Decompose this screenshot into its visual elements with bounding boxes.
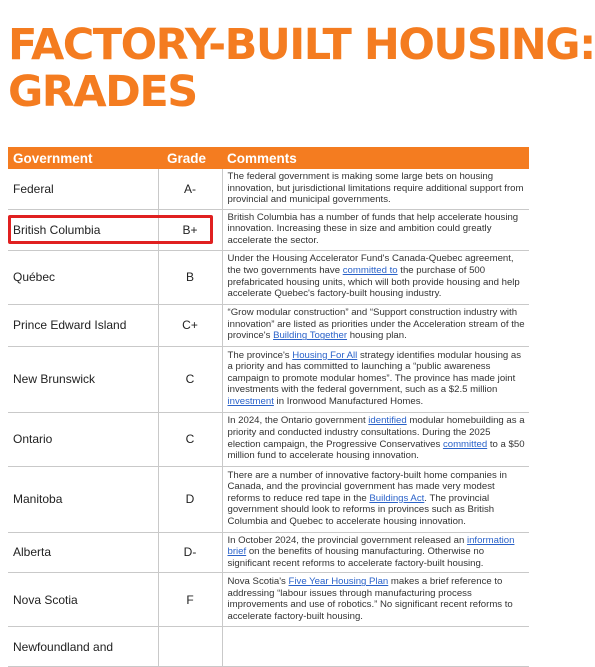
- comment-link[interactable]: committed: [442, 438, 488, 450]
- comment-text: The federal government is making some large bets on housing innovation, but jurisdictional limitations require additional support from provincial and municipal governments.: [227, 171, 524, 206]
- comment-cell: [222, 627, 529, 667]
- grade-cell: F: [158, 573, 222, 627]
- comment-text: the purchase of 500 prefabricated housing units, which will both provide housing and help accelerate Quebec's factory-built housing industry.: [227, 264, 520, 300]
- header-comments: Comments: [222, 147, 529, 169]
- comment-link[interactable]: information brief: [227, 534, 515, 558]
- government-cell: Alberta: [8, 532, 158, 573]
- comment-text: modular homebuilding as a priority and conducted industry consultations. During the 2025 election campaign, the Progressive Conservatives: [227, 415, 525, 450]
- comment-text: housing plan.: [347, 330, 407, 342]
- comment-text: In 2024, the Ontario government: [227, 415, 369, 427]
- comment-link[interactable]: Buildings Act: [369, 492, 425, 504]
- comment-text: British Columbia has a number of funds that help accelerate housing innovation. Increasing these in size and ambition could greatly accelerate the sector.: [227, 211, 519, 246]
- grade-cell: D-: [158, 532, 222, 573]
- page-title: [8, 22, 595, 116]
- government-cell: Federal: [8, 169, 158, 209]
- table-row: [8, 627, 529, 667]
- page-title-line-2: GRADES: [8, 67, 197, 117]
- government-cell: Prince Edward Island: [8, 304, 158, 346]
- government-cell: British Columbia: [8, 209, 158, 250]
- comment-link[interactable]: Five Year Housing Plan: [288, 576, 389, 588]
- table-row: [8, 532, 529, 573]
- comment-link[interactable]: Housing For All: [292, 349, 358, 361]
- comment-text: makes a brief reference to addressing “labour issues through manufacturing process improvements and use of robotics.” No significant recent reforms to accelerate factory-built housing.: [227, 576, 513, 622]
- table-row: [8, 346, 529, 412]
- comment-text: The province's: [227, 349, 293, 361]
- grade-cell: C: [158, 412, 222, 466]
- comment-link[interactable]: investment: [227, 395, 274, 407]
- table-row: [8, 169, 529, 209]
- table-row: [8, 573, 529, 627]
- comment-link[interactable]: Building Together: [273, 330, 348, 342]
- comment-text: strategy identifies modular housing as a priority and has committed to launching a “public awareness campaign to promote modular homes”. The province has made joint investments with the federal government, such as a $2.5 million: [227, 349, 522, 396]
- table-row: [8, 304, 529, 346]
- comment-text: on the benefits of housing manufacturing. Otherwise no significant recent reforms to accelerate factory-built housing.: [227, 546, 485, 569]
- comment-cell: [222, 346, 529, 412]
- comment-cell: [222, 573, 529, 627]
- government-cell: Newfoundland and: [8, 627, 158, 667]
- page-title-line-1: FACTORY-BUILT HOUSING:: [8, 20, 595, 70]
- grade-cell: B+: [158, 209, 222, 250]
- highlight-box: [8, 215, 213, 244]
- grade-cell: C+: [158, 304, 222, 346]
- government-cell: Manitoba: [8, 466, 158, 532]
- grade-cell: B: [158, 250, 222, 304]
- comment-cell: [222, 532, 529, 573]
- comment-link[interactable]: committed to: [342, 264, 398, 276]
- table-row: [8, 250, 529, 304]
- comment-text: Nova Scotia's: [227, 576, 289, 588]
- government-cell: New Brunswick: [8, 346, 158, 412]
- government-cell: Ontario: [8, 412, 158, 466]
- header-grade: Grade: [158, 147, 222, 169]
- comment-text: . The provincial government should look to reforms in provinces such as British Columbia and Quebec to accelerate housing innovation.: [227, 492, 495, 527]
- government-cell: Québec: [8, 250, 158, 304]
- comment-text: Under the Housing Accelerator Fund's Canada-Quebec agreement, the two governments have: [227, 253, 514, 276]
- comment-cell: [222, 412, 529, 466]
- comment-text: “Grow modular construction” and “Support construction industry with innovation” are listed as priorities under the Acceleration stream of the province's: [227, 307, 525, 342]
- table-row: [8, 412, 529, 466]
- table-row: [8, 466, 529, 532]
- comment-cell: [222, 209, 529, 250]
- grade-cell: [158, 627, 222, 667]
- government-cell: Nova Scotia: [8, 573, 158, 627]
- grade-cell: C: [158, 346, 222, 412]
- comment-text: There are a number of innovative factory-built home companies in Canada, and the provincial government has made very modest reforms to reduce red tape in the: [227, 469, 507, 504]
- grade-cell: D: [158, 466, 222, 532]
- comment-text: In October 2024, the provincial government released an: [227, 534, 467, 546]
- comment-cell: [222, 304, 529, 346]
- grade-cell: A-: [158, 169, 222, 209]
- table-header-row: [8, 147, 529, 169]
- comment-cell: [222, 250, 529, 304]
- comment-cell: [222, 466, 529, 532]
- header-government: Government: [8, 147, 158, 169]
- comment-text: to a $50 million fund to accelerate housing innovation.: [227, 438, 525, 462]
- comment-cell: [222, 169, 529, 209]
- comment-link[interactable]: identified: [368, 415, 407, 427]
- comment-text: in Ironwood Manufactured Homes.: [273, 395, 424, 407]
